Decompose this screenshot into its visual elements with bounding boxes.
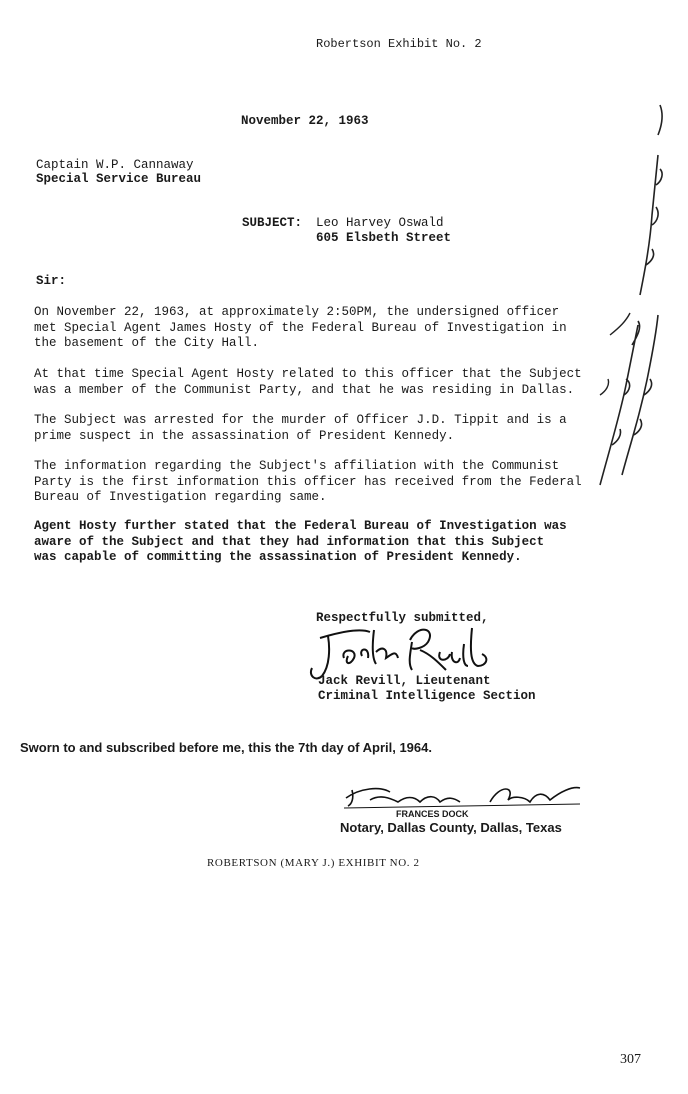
paragraph-2: At that time Special Agent Hosty related to this officer that the Subject was a member of the Communist Party, and that he was residing in Dallas. [34, 367, 582, 397]
notary-printed-name: FRANCES DOCK [396, 809, 469, 819]
signer-name: Jack Revill, Lieutenant [318, 674, 491, 688]
exhibit-header: Robertson Exhibit No. 2 [316, 37, 482, 51]
subject-label: SUBJECT: [242, 216, 303, 230]
notary-line: Notary, Dallas County, Dallas, Texas [340, 820, 562, 835]
paragraph-5: Agent Hosty further stated that the Federal Bureau of Investigation was aware of the Subject and that they had information that this Subject was capable of committing the assassination of President Kennedy. [34, 519, 567, 564]
recipient-name: Captain W.P. Cannaway [36, 158, 194, 172]
handwritten-margin-note [560, 95, 670, 495]
paragraph-4: The information regarding the Subject's affiliation with the Communist Party is the first information this officer has received from the Federal Bureau of Investigation regarding same. [34, 459, 582, 504]
subject-address: 605 Elsbeth Street [316, 231, 452, 245]
subject-name: Leo Harvey Oswald [316, 216, 444, 230]
paragraph-3: The Subject was arrested for the murder of Officer J.D. Tippit and is a prime suspect in the assassination of President Kennedy. [34, 413, 567, 443]
exhibit-caption: ROBERTSON (MARY J.) EXHIBIT NO. 2 [207, 857, 420, 869]
paragraph-1: On November 22, 1963, at approximately 2:50PM, the undersigned officer met Special Agent James Hosty of the Federal Bureau of Investigation in the basement of the City Hall. [34, 305, 567, 350]
salutation: Sir: [36, 274, 67, 288]
signer-title: Criminal Intelligence Section [318, 689, 536, 703]
sworn-statement: Sworn to and subscribed before me, this the 7th day of April, 1964. [20, 740, 432, 755]
recipient-department: Special Service Bureau [36, 172, 202, 186]
closing: Respectfully submitted, [316, 611, 489, 625]
page-number: 307 [620, 1052, 641, 1067]
letter-date: November 22, 1963 [241, 114, 369, 128]
